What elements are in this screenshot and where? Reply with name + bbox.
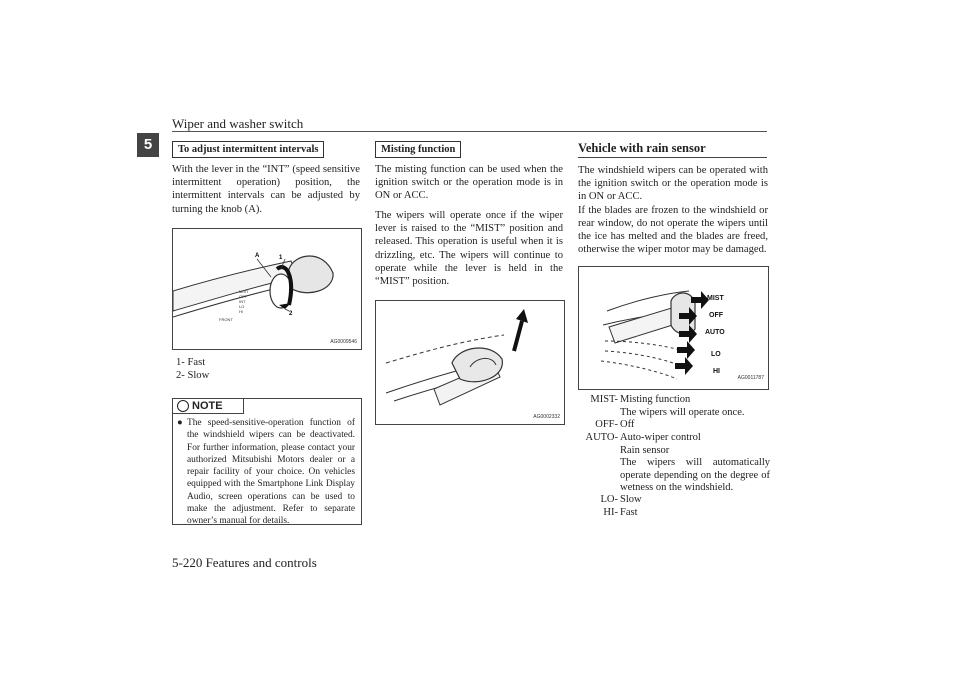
definition-text: Slow [620,494,642,505]
fig-label-off: OFF [709,312,723,319]
bullet-icon: ● [177,418,183,428]
definition-text: Off [620,419,635,430]
note-paragraph: The speed-sensitive-operation function of the windshield wipers can be deactivated. For further information, please contact your authorized Mitsubishi Motors dealer or a repair facility of your choice. On vehicles equipped with the Smartphone Link Display Audio, screen operations can be used to make the adjustment. Refer to separate owner’s manual for details. [187,418,355,527]
callout-2: 2 [289,311,293,317]
rain-sensor-paragraph: The windshield wipers can be operated with the ignition switch or the operation mode is in ON or ACC. If the blades are frozen to the windshield or rear window, do not operate the wipers until the ice has melted and the blades are freed, otherwise the wiper motor may be damaged. [578,165,768,256]
definition-term: OFF- [595,419,618,430]
definition-text: Misting function The wipers will operate once. [620,394,745,418]
rain-sensor-illustration [579,267,768,389]
knob-label-hi: HI [239,309,243,314]
section-rule [578,157,767,158]
definition-term: LO- [600,494,618,505]
figure-misting-lever [375,300,565,425]
section-heading-intermittent: To adjust intermittent intervals [172,141,324,158]
callout-1: 1 [279,255,283,261]
note-label: NOTE [192,400,223,412]
callout-a: A [255,253,260,259]
fig-label-hi: HI [713,368,720,375]
knob-label-int: INT [239,299,246,304]
figure-rain-sensor-lever [578,266,769,390]
section-heading-rain-sensor: Vehicle with rain sensor [578,141,706,155]
legend-slow: 2- Slow [176,370,210,381]
misting-paragraph-2: The wipers will operate once if the wiper lever is raised to the “MIST” position and released. This operation is useful when it is drizzling, etc. The wipers will continue to operate while the lever is held in the “MIST” position. [375,210,563,288]
intermittent-paragraph: With the lever in the “INT” (speed sensitive intermittent operation) position, the intermittent intervals can be adjusted by turning the knob (A). [172,164,360,215]
misting-paragraph-1: The misting function can be used when the ignition switch or the operation mode is in ON or ACC. [375,164,563,202]
figure-id: AG0011787 [737,375,764,381]
knob-label-off: OFF [239,294,247,299]
wiper-lever-illustration [173,229,361,349]
definition-text: Auto-wiper control Rain sensor The wipers will automatically operate depending on the degree of wetness on the windshield. [620,432,770,494]
fig-label-lo: LO [711,351,721,358]
note-check-icon [177,400,189,412]
chapter-tab: 5 [137,133,159,157]
figure-id: AG0009546 [330,339,357,345]
definition-term: MIST- [590,394,618,405]
header-rule [172,131,767,132]
fig-label-mist: MIST [707,295,724,302]
note-text [177,417,355,528]
knob-label-front: FRONT [219,317,233,322]
note-box [172,398,362,525]
figure-id: AG0002332 [533,414,560,420]
figure-intermittent-knob [172,228,362,350]
definition-term: AUTO- [585,432,618,443]
definition-text: Fast [620,507,638,518]
legend-fast: 1- Fast [176,357,206,368]
knob-label-mist: MIST [239,289,249,294]
section-heading-misting: Misting function [375,141,461,158]
page-footer: 5-220 Features and controls [172,555,317,570]
definition-term: HI- [603,507,618,518]
note-header [173,399,244,414]
fig-label-auto: AUTO [705,329,725,336]
mist-lever-illustration [376,301,564,424]
knob-label-lo: LO [239,304,245,309]
page-header-title: Wiper and washer switch [172,116,304,131]
